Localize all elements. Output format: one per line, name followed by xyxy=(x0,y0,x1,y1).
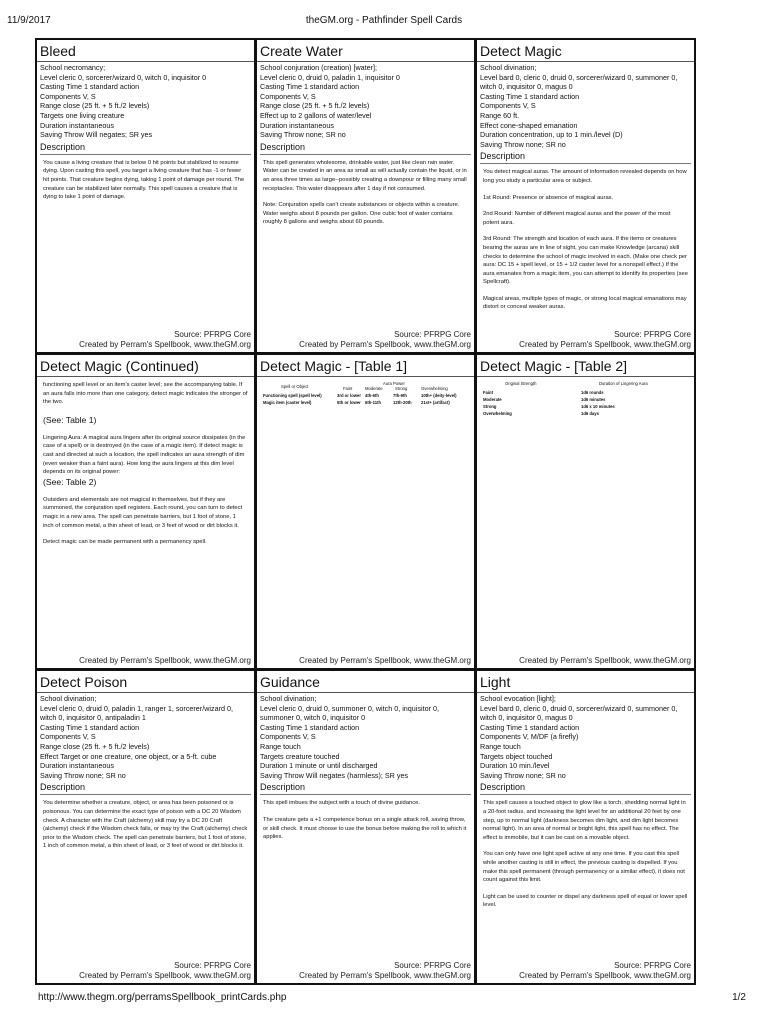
stat-line: Duration 10 min./level xyxy=(480,761,550,771)
stat-line: Range touch xyxy=(480,741,521,751)
see-table-reference: (See: Table 1) xyxy=(43,414,97,425)
stat-line: Duration instantaneous xyxy=(260,120,334,130)
table-cell: 1d6 rounds xyxy=(581,390,604,395)
spell-stats xyxy=(477,62,694,149)
table-column-header: Duration of Lingering Aura xyxy=(599,381,648,386)
spell-card-create-water xyxy=(255,38,476,354)
stat-line: Level cleric 0, druid 0, summoner 0, witch 0, inquisitor 0, summoner 0, witch 0, inquisitor 0 xyxy=(260,703,439,723)
card-credit: Created by Perram's Spellbook, www.theGM.org xyxy=(299,656,471,665)
stat-line: Saving Throw Will negates; SR yes xyxy=(40,130,153,140)
spell-card-light xyxy=(475,669,696,985)
see-table-reference: (See: Table 2) xyxy=(43,476,97,487)
description-paragraph: The creature gets a +1 competence bonus on a single attack roll, saving throw, or skill check. It must choose to use the bonus before making the roll to which it applies. xyxy=(263,816,467,841)
stat-line: Targets creature touched xyxy=(260,751,340,761)
spell-card-guidance xyxy=(255,669,476,985)
table-cell: 5th or lower xyxy=(337,400,361,405)
spell-stats xyxy=(257,62,474,140)
table-row xyxy=(263,393,468,400)
spell-stats xyxy=(37,62,254,140)
stat-line: Level bard 0, cleric 0, druid 0, sorcerer/wizard 0, summoner 0, witch 0, inquisitor 0, magus 0 xyxy=(480,703,678,723)
spell-description xyxy=(257,795,474,841)
table-cell: Faint xyxy=(483,390,494,395)
table-cell: 21st+ (artifact) xyxy=(421,400,450,405)
description-paragraph: You can only have one light spell active at any one time. If you cast this spell while another casting is still in effect, the previous casting is dispelled. If you make this spell permanent (through permanency or a similar effect), it does not count against this limit. xyxy=(483,851,685,884)
spell-card-detect-magic-table-2 xyxy=(475,353,696,670)
card-credit: Created by Perram's Spellbook, www.theGM.org xyxy=(519,971,691,980)
spell-name: Detect Magic - [Table 1] xyxy=(257,355,474,377)
table-column-header: Overwhelming xyxy=(421,386,448,391)
description-label: Description xyxy=(260,142,471,155)
spell-name: Detect Magic (Continued) xyxy=(37,355,254,377)
stat-line: Casting Time 1 standard action xyxy=(40,82,140,92)
stat-line: Casting Time 1 standard action xyxy=(480,91,580,101)
description-label: Description xyxy=(40,142,251,155)
card-credit: Created by Perram's Spellbook, www.theGM.org xyxy=(519,340,691,349)
stat-line: Casting Time 1 standard action xyxy=(260,82,360,92)
stat-line: Saving Throw none; SR no xyxy=(480,770,566,780)
table-column-header: Faint xyxy=(343,386,353,391)
stat-line: School conjuration (creation) [water]; xyxy=(260,63,378,72)
stat-line: Range close (25 ft. + 5 ft./2 levels) xyxy=(40,741,150,751)
table-row xyxy=(483,397,688,404)
card-credit: Created by Perram's Spellbook, www.theGM.org xyxy=(299,340,471,349)
description-paragraph: 1st Round: Presence or absence of magical auras. xyxy=(483,194,614,201)
spell-name: Guidance xyxy=(257,671,474,693)
spell-name: Bleed xyxy=(37,40,254,62)
spell-stats xyxy=(257,693,474,780)
table-cell: Functioning spell (spell level) xyxy=(263,393,322,398)
spell-source: Source: PFRPG Core xyxy=(174,961,251,970)
card-credit: Created by Perram's Spellbook, www.theGM.org xyxy=(299,971,471,980)
description-paragraph: 2nd Round: Number of different magical auras and the power of the most potent aura. xyxy=(483,211,671,226)
stat-line: Range 60 ft. xyxy=(480,110,520,120)
spell-name: Detect Poison xyxy=(37,671,254,693)
stat-line: Saving Throw none; SR no xyxy=(40,770,126,780)
description-paragraph: This spell imbues the subject with a touch of divine guidance. xyxy=(263,800,420,807)
spell-name: Detect Magic xyxy=(477,40,694,62)
stat-line: Saving Throw Will negates (harmless); SR yes xyxy=(260,770,409,780)
table-cell: 3rd or lower xyxy=(337,393,361,398)
spell-card-bleed xyxy=(35,38,256,354)
stat-line: Targets object touched xyxy=(480,751,553,761)
description-paragraph: Note: Conjuration spells can't create substances or objects within a creature. Water weighs about 8 pounds per gallon. One cubic foot of water contains roughly 8 gallons and weighs about 60 pounds. xyxy=(263,202,460,226)
print-title: theGM.org - Pathfinder Spell Cards xyxy=(305,15,463,26)
stat-line: Components V, S xyxy=(40,91,96,101)
print-header xyxy=(0,0,768,38)
table-column-header: Spell or Object xyxy=(281,384,309,389)
description-paragraph: 3rd Round: The strength and location of each aura. If the items or creatures bearing the auras are in line of sight, you can make Knowledge (arcana) skill checks to determine the school of magic involved in each. (Make one check per aura: DC 15 + spell level, or 15 + 1/2 caster level for a nonspell effect.) If the aura emanates from a magic item, you can attempt to identify its properties (see Spellcraft). xyxy=(483,236,688,286)
stat-line: Saving Throw none; SR no xyxy=(480,139,566,149)
spell-name: Create Water xyxy=(257,40,474,62)
table-row xyxy=(483,411,688,418)
description-paragraph: This spell causes a touched object to glow like a torch, shedding normal light in a 20-foot radius, and increasing the light level for an additional 20 feet by one step, up to normal light (darkness becomes dim light, and dim light becomes normal light). In an area of normal or bright light, this spell has no effect. The effect is immobile, but it can be cast on a movable object. xyxy=(483,800,686,841)
stat-line: Duration concentration, up to 1 min./level (D) xyxy=(480,130,623,140)
table-column-header: Original Strength xyxy=(505,381,537,386)
stat-line: School divination; xyxy=(480,63,537,72)
table-header xyxy=(483,381,688,390)
stat-line: Duration instantaneous xyxy=(40,761,114,771)
description-paragraph: Detect magic can be made permanent with a permanency spell. xyxy=(43,539,207,546)
spell-card-detect-magic-table-1 xyxy=(255,353,476,670)
description-paragraph: Outsiders and elementals are not magical in themselves, but if they are summoned, the conjuration spell registers. Each round, you can turn to detect magic in a new area. The spell can penetrate barriers, but 1 foot of stone, 1 inch of common metal, a thin sheet of lead, or 3 feet of wood or dirt blocks it. xyxy=(43,496,243,529)
table-cell: Overwhelming xyxy=(483,411,512,416)
table-cell: Moderate xyxy=(483,397,502,402)
spell-source: Source: PFRPG Core xyxy=(614,330,691,339)
table-cell: Strong xyxy=(483,404,497,409)
stat-line: Components V, S xyxy=(40,732,96,742)
spell-name: Detect Magic - [Table 2] xyxy=(477,355,694,377)
stat-line: Saving Throw none; SR no xyxy=(260,130,346,140)
spell-card-detect-magic xyxy=(475,38,696,354)
stat-line: Level cleric 0, sorcerer/wizard 0, witch 0, inquisitor 0 xyxy=(40,72,207,82)
card-credit: Created by Perram's Spellbook, www.theGM.org xyxy=(79,971,251,980)
stat-line: Casting Time 1 standard action xyxy=(40,722,140,732)
stat-line: Components V, M/DF (a firefly) xyxy=(480,732,579,742)
spell-description xyxy=(477,164,694,312)
card-grid xyxy=(35,38,696,985)
table-header xyxy=(263,381,468,393)
spell-description xyxy=(477,795,694,910)
table-cell: 7th-9th xyxy=(393,393,407,398)
spell-stats xyxy=(37,693,254,780)
table-row xyxy=(483,390,688,397)
card-credit: Created by Perram's Spellbook, www.theGM.org xyxy=(79,340,251,349)
table-column-header: Strong xyxy=(395,386,408,391)
spell-description xyxy=(257,155,474,227)
description-paragraph: You cause a living creature that is below 0 hit points but stabilized to resume dying. Upon casting this spell, you target a living creature that has -1 or fewer hit points. That creature begins dying, taking 1 point of damage per round. The creature can be stabilized later normally. This spell causes a creature that is dying to take 1 point of damage. xyxy=(43,159,245,201)
table-cell: 1d6 minutes xyxy=(581,397,606,402)
spell-source: Source: PFRPG Core xyxy=(394,330,471,339)
table-row xyxy=(263,400,468,407)
spell-description xyxy=(37,377,254,547)
spell-card-detect-magic-continued xyxy=(35,353,256,670)
spell-name: Light xyxy=(477,671,694,693)
spell-card-detect-poison xyxy=(35,669,256,985)
page-number: 1/2 xyxy=(732,992,746,1003)
print-url: http://www.thegm.org/perramsSpellbook_printCards.php xyxy=(38,992,287,1003)
table-group-header: Aura Power xyxy=(383,381,405,386)
stat-line: Effect Target or one creature, one object, or a 5-ft. cube xyxy=(40,751,217,761)
description-paragraph: Magical areas, multiple types of magic, or strong local magical emanations may distort or conceal weaker auras. xyxy=(483,295,687,311)
stat-line: Duration instantaneous xyxy=(40,120,114,130)
stat-line: Casting Time 1 standard action xyxy=(480,722,580,732)
stat-line: Casting Time 1 standard action xyxy=(260,722,360,732)
stat-line: Effect cone-shaped emanation xyxy=(480,120,578,130)
aura-power-table xyxy=(257,377,474,411)
table-cell: 1d6 days xyxy=(581,411,599,416)
description-paragraph: You determine whether a creature, object, or area has been poisoned or is poisonous. You can determine the exact type of poison with a DC 20 Wisdom check. A character with the Craft (alchemy) skill may try a DC 20 Craft (alchemy) check if the Wisdom check fails, or may try the Craft (alchemy) check prior to the Wisdom check. The spell can penetrate barriers, but 1 foot of stone, 1 inch of common metal, a thin sheet of lead, or 3 feet of wood or dirt blocks it. xyxy=(43,800,248,850)
description-paragraph: Light can be used to counter or dispel any darkness spell of equal or lower spell level. xyxy=(483,893,688,909)
spell-source: Source: PFRPG Core xyxy=(394,961,471,970)
stat-line: Targets one living creature xyxy=(40,110,125,120)
spell-source: Source: PFRPG Core xyxy=(174,330,251,339)
table-cell: 1d6 x 10 minutes xyxy=(581,404,615,409)
stat-line: Components V, S xyxy=(480,101,536,111)
stat-line: Level cleric 0, druid 0, paladin 1, inquisitor 0 xyxy=(260,72,400,82)
card-credit: Created by Perram's Spellbook, www.theGM.org xyxy=(519,656,691,665)
table-cell: Magic item (caster level) xyxy=(263,400,312,405)
stat-line: Duration 1 minute or until discharged xyxy=(260,761,378,771)
table-row xyxy=(483,404,688,411)
description-paragraph: functioning spell level or an item's caster level; see the accompanying table. If an aura falls into more than one category, detect magic indicates the stronger of the two. xyxy=(43,382,248,406)
spell-source: Source: PFRPG Core xyxy=(614,961,691,970)
stat-line: Level bard 0, cleric 0, druid 0, sorcerer/wizard 0, summoner 0, witch 0, inquisitor 0, magus 0 xyxy=(480,72,678,92)
stat-line: School evocation [light]; xyxy=(480,694,556,703)
table-cell: 4th-6th xyxy=(365,393,379,398)
description-label: Description xyxy=(260,782,471,795)
table-cell: 6th-11th xyxy=(365,400,382,405)
table-cell: 10th+ (deity-level) xyxy=(421,393,457,398)
stat-line: Range close (25 ft. + 5 ft./2 levels) xyxy=(260,101,370,111)
print-date: 11/9/2017 xyxy=(7,15,51,26)
stat-line: Components V, S xyxy=(260,91,316,101)
stat-line: Range close (25 ft. + 5 ft./2 levels) xyxy=(40,101,150,111)
description-paragraph: You detect magical auras. The amount of information revealed depends on how long you study a particular area or subject. xyxy=(483,169,687,184)
stat-line: School divination; xyxy=(40,694,97,703)
card-credit: Created by Perram's Spellbook, www.theGM.org xyxy=(79,656,251,665)
spell-description xyxy=(37,155,254,202)
description-paragraph: This spell generates wholesome, drinkable water, just like clean rain water. Water can be created in an area as small as will actually contain the liquid, or in an area three times as large--possibly creating a downpour or filling many small receptacles. This water disappears after 1 day if not consumed. xyxy=(263,159,467,192)
stat-line: School divination; xyxy=(260,694,317,703)
description-paragraph: Lingering Aura: A magical aura lingers after its original source dissipates (in the case of a spell) or is destroyed (in the case of a magic item). If detect magic is cast and directed at such a location, the spell indicates an aura strength of dim (even weaker than a faint aura). How long the aura lingers at this dim level depends on its original power: xyxy=(43,434,246,476)
stat-line: Range touch xyxy=(260,741,301,751)
spell-stats xyxy=(477,693,694,780)
description-label: Description xyxy=(480,151,691,164)
spell-description xyxy=(37,795,254,851)
stat-line: Components V, S xyxy=(260,732,316,742)
stat-line: Effect up to 2 gallons of water/level xyxy=(260,110,372,120)
table-column-header: Moderate xyxy=(365,386,383,391)
lingering-aura-table xyxy=(477,377,694,422)
stat-line: School necromancy; xyxy=(40,63,106,72)
stat-line: Level cleric 0, druid 0, paladin 1, ranger 1, sorcerer/wizard 0, witch 0, inquisitor 0, antipaladin 1 xyxy=(40,703,233,723)
table-cell: 12th-20th xyxy=(393,400,412,405)
description-label: Description xyxy=(480,782,691,795)
description-label: Description xyxy=(40,782,251,795)
